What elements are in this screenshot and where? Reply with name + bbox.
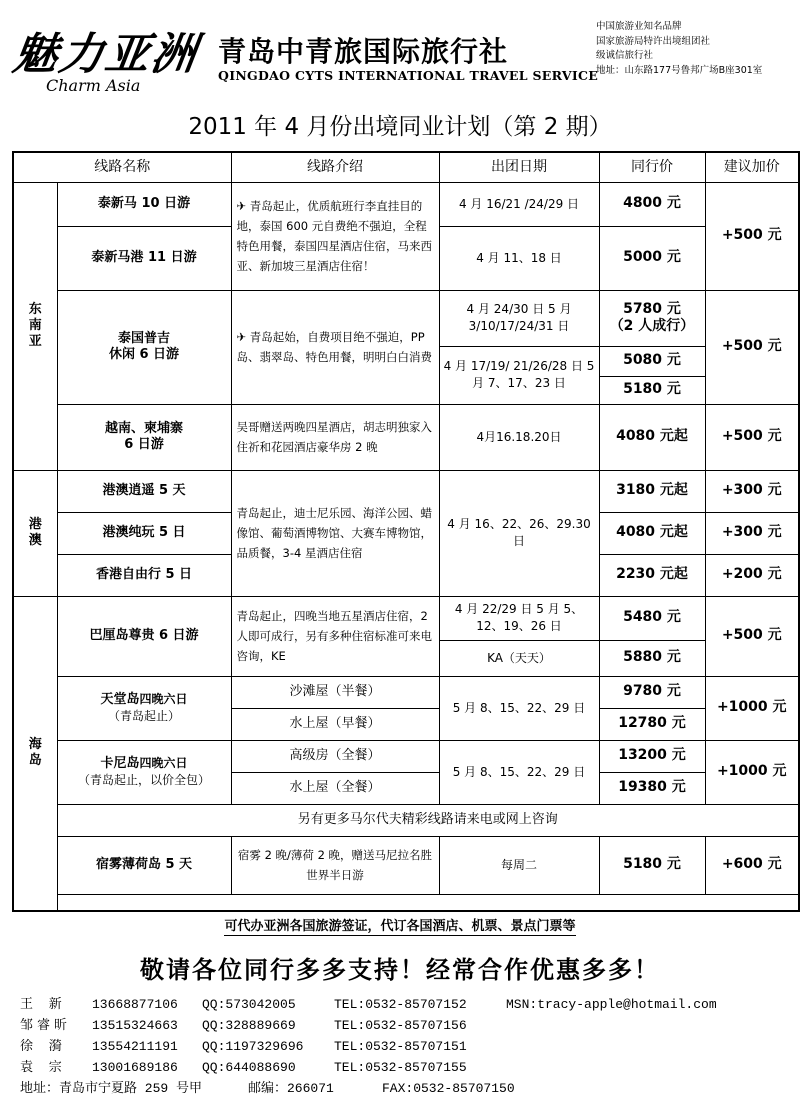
- trade-price: 5180 元: [599, 836, 705, 894]
- route-name: 宿雾薄荷岛 5 天: [57, 836, 231, 894]
- departure-dates: 4月16.18.20日: [439, 404, 599, 470]
- table-row: [13, 470, 799, 512]
- contact-tel: TEL:0532-85707151: [334, 1039, 467, 1054]
- suggested-markup: +300 元: [705, 470, 799, 512]
- contact-qq: QQ:1197329696: [202, 1039, 304, 1054]
- suggested-markup: +200 元: [705, 554, 799, 596]
- departure-dates: 4 月 22/29 日 5 月 5、12、19、26 日: [439, 596, 599, 640]
- suggested-markup: +600 元: [705, 836, 799, 894]
- table-row: [13, 182, 799, 226]
- trade-price: 4800 元: [599, 182, 705, 226]
- route-name: 港澳逍遥 5 天: [57, 470, 231, 512]
- departure-dates: 4 月 16、22、26、29.30 日: [439, 470, 599, 596]
- agency-name-cn: 青岛中青旅国际旅行社: [218, 35, 509, 68]
- island-name: 天堂岛: [100, 692, 140, 708]
- route-name: [57, 740, 231, 804]
- island-subnote: （青岛起止，以价全包）: [77, 772, 210, 787]
- island-name: 卡尼岛: [100, 756, 140, 772]
- departure-dates: 4 月 17/19/ 21/26/28 日 5 月 7、17、23 日: [439, 346, 599, 404]
- room-type: 高级房（全餐）: [231, 740, 439, 772]
- table-row: [13, 596, 799, 640]
- price-value: 5780 元: [623, 300, 681, 317]
- suggested-markup: +300 元: [705, 512, 799, 554]
- route-name-line: 6 日游: [124, 437, 164, 452]
- contact-tel: TEL:0532-85707152: [334, 997, 467, 1012]
- departure-dates: 5 月 8、15、22、29 日: [439, 676, 599, 740]
- suggested-markup: +1000 元: [705, 740, 799, 804]
- slogan: 敬请各位同行多多支持！经常合作优惠多多！: [140, 955, 660, 984]
- agency-name: [218, 30, 598, 83]
- document-title: 2011 年 4 月份出境同业计划（第 2 期）: [188, 114, 612, 140]
- route-intro: 宿雾 2 晚/薄荷 2 晚，赠送马尼拉名胜世界半日游: [231, 836, 439, 894]
- maldives-notice: 另有更多马尔代夫精彩线路请来电或网上咨询: [57, 804, 799, 836]
- contact-mobile: 13554211191: [92, 1039, 178, 1054]
- header-route-name: 线路名称: [13, 152, 231, 182]
- route-intro: 青岛起止，迪士尼乐园、海洋公园、蜡像馆、葡萄酒博物馆、大赛车博物馆，品质餐，3-4 星酒店住宿: [231, 470, 439, 596]
- header-suggested-markup: 建议加价: [705, 152, 799, 182]
- trade-price: 2230 元起: [599, 554, 705, 596]
- island-tag: 四晚六日: [139, 692, 188, 707]
- departure-dates: 每周二: [439, 836, 599, 894]
- table-header-row: [13, 152, 799, 182]
- table-row-spacer: [13, 894, 799, 911]
- island-subnote: （青岛起止）: [107, 708, 180, 723]
- logo: [10, 6, 200, 100]
- route-name: 港澳纯玩 5 日: [57, 512, 231, 554]
- price-note: （2 人成行）: [609, 318, 695, 334]
- postal-code: 邮编：266071: [248, 1081, 334, 1096]
- trade-price: 5000 元: [599, 226, 705, 290]
- tagline: 中国旅游业知名品牌: [596, 21, 682, 32]
- service-note-text: 可代办亚洲各国旅游签证，代订各国酒店、机票、景点门票等: [224, 919, 576, 934]
- tagline: 级诚信旅行社: [596, 50, 654, 61]
- tagline-address: 地址：山东路177号鲁邦广场B座301室: [596, 64, 763, 76]
- route-name-line: 越南、柬埔寨: [104, 420, 183, 436]
- region-label: 东南亚: [28, 301, 42, 350]
- trade-price: 19380 元: [599, 772, 705, 804]
- room-type: 水上屋（全餐）: [231, 772, 439, 804]
- contact-msn: MSN:tracy-apple@hotmail.com: [506, 997, 717, 1012]
- table-row: [13, 290, 799, 346]
- contact-mobile: 13668877106: [92, 997, 178, 1012]
- tagline: 国家旅游局特许出境组团社: [596, 35, 711, 47]
- header-departure-date: 出团日期: [439, 152, 599, 182]
- office-address: 地址：青岛市宁夏路 259 号甲: [20, 1081, 203, 1096]
- departure-dates: 4 月 16/21 /24/29 日: [439, 182, 599, 226]
- trade-price: 4080 元起: [599, 404, 705, 470]
- fax-number: FAX:0532-85707150: [382, 1081, 515, 1096]
- suggested-markup: +500 元: [705, 182, 799, 290]
- route-intro: 青岛起止，四晚当地五星酒店住宿，2 人即可成行，另有多种住宿标准可来电咨询，KE: [231, 596, 439, 676]
- table-row: [13, 404, 799, 470]
- room-type: 沙滩屋（半餐）: [231, 676, 439, 708]
- suggested-markup: +500 元: [705, 404, 799, 470]
- contact-qq: QQ:644088690: [202, 1060, 296, 1075]
- suggested-markup: +500 元: [705, 290, 799, 404]
- route-name-line: 休闲 6 日游: [108, 347, 180, 362]
- route-intro: ✈ 青岛起止，优质航班行李直挂目的地，泰国 600 元自费绝不强迫，全程特色用餐，泰国四星酒店住宿，马来西亚、新加坡三星酒店住宿！: [231, 182, 439, 290]
- contact-mobile: 13001689186: [92, 1060, 178, 1075]
- region-southeast-asia: [13, 182, 57, 470]
- route-name: 泰新马 10 日游: [57, 182, 231, 226]
- suggested-markup: +500 元: [705, 596, 799, 676]
- departure-dates: KA（天天）: [439, 640, 599, 676]
- route-name: [57, 676, 231, 740]
- contact-mobile: 13515324663: [92, 1018, 178, 1033]
- trade-price: 5080 元: [599, 346, 705, 376]
- tour-plan-table: [12, 151, 800, 912]
- trade-price: 13200 元: [599, 740, 705, 772]
- route-intro: ✈ 青岛起始，自费项目绝不强迫，PP 岛、翡翠岛、特色用餐，明明白白消费: [231, 290, 439, 404]
- region-islands: [13, 596, 57, 911]
- region-hk-macau: [13, 470, 57, 596]
- route-name: 香港自由行 5 日: [57, 554, 231, 596]
- trade-price: 5880 元: [599, 640, 705, 676]
- departure-dates: 4 月 24/30 日 5 月 3/10/17/24/31 日: [439, 290, 599, 346]
- region-label: 海岛: [28, 737, 42, 769]
- contact-name: 王 新: [20, 997, 66, 1012]
- table-row: [13, 836, 799, 894]
- route-name: 泰新马港 11 日游: [57, 226, 231, 290]
- header-trade-price: 同行价: [599, 152, 705, 182]
- room-type: 水上屋（早餐）: [231, 708, 439, 740]
- route-name: [57, 290, 231, 404]
- contact-tel: TEL:0532-85707155: [334, 1060, 467, 1075]
- contact-qq: QQ:328889669: [202, 1018, 296, 1033]
- route-name: 巴厘岛尊贵 6 日游: [57, 596, 231, 676]
- contact-tel: TEL:0532-85707156: [334, 1018, 467, 1033]
- contact-name: 徐 漪: [20, 1039, 66, 1054]
- route-name-line: 泰国普吉: [117, 330, 170, 346]
- region-label: 港澳: [28, 516, 42, 548]
- service-note: [0, 915, 800, 934]
- table-row: [13, 676, 799, 708]
- table-row: [13, 804, 799, 836]
- logo-english: Charm Asia: [46, 76, 141, 95]
- logo-chinese: 魅力亚洲: [9, 29, 201, 80]
- table-row: [13, 740, 799, 772]
- trade-price: 9780 元: [599, 676, 705, 708]
- trade-price: 12780 元: [599, 708, 705, 740]
- contact-name: 袁 宗: [20, 1060, 66, 1075]
- contact-qq: QQ:573042005: [202, 997, 296, 1012]
- trade-price: 5180 元: [599, 376, 705, 404]
- departure-dates: 5 月 8、15、22、29 日: [439, 740, 599, 804]
- agency-taglines: [596, 20, 762, 78]
- island-tag: 四晚六日: [139, 756, 188, 771]
- trade-price: [599, 290, 705, 346]
- header-route-intro: 线路介绍: [231, 152, 439, 182]
- suggested-markup: +1000 元: [705, 676, 799, 740]
- trade-price: 4080 元起: [599, 512, 705, 554]
- departure-dates: 4 月 11、18 日: [439, 226, 599, 290]
- route-name: [57, 404, 231, 470]
- trade-price: 3180 元起: [599, 470, 705, 512]
- contact-name: 邹睿昕: [20, 1018, 72, 1033]
- trade-price: 5480 元: [599, 596, 705, 640]
- agency-name-en: QINGDAO CYTS INTERNATIONAL TRAVEL SERVICE: [218, 68, 599, 83]
- route-intro: 吴哥赠送两晚四星酒店，胡志明独家入住祈和花园酒店豪华房 2 晚: [231, 404, 439, 470]
